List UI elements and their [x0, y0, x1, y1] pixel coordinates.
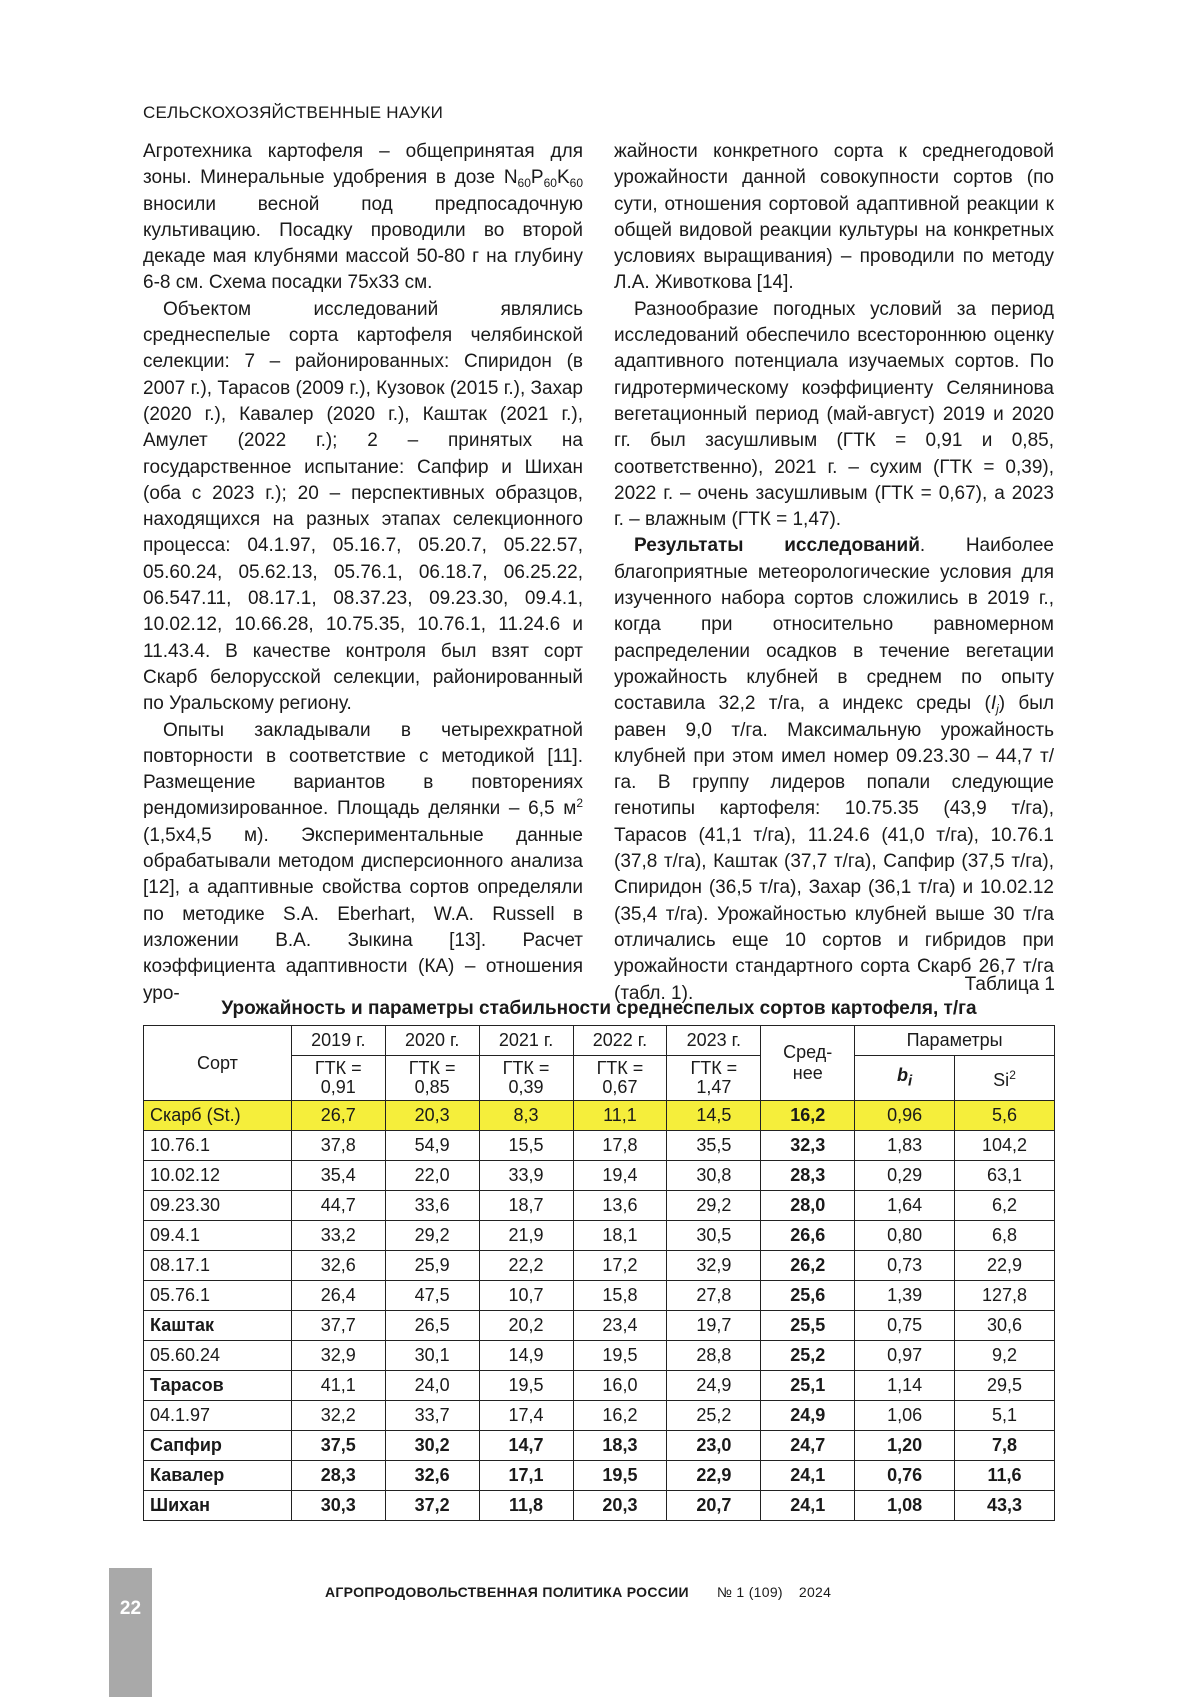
- cell-yield: 20,7: [667, 1491, 761, 1521]
- cell-variety: 04.1.97: [144, 1401, 292, 1431]
- cell-yield: 11,1: [573, 1101, 667, 1131]
- cell-variety: Каштак: [144, 1311, 292, 1341]
- cell-yield: 32,6: [291, 1251, 385, 1281]
- cell-yield: 41,1: [291, 1371, 385, 1401]
- cell-yield: 35,4: [291, 1161, 385, 1191]
- cell-s2: 63,1: [955, 1161, 1055, 1191]
- cell-variety: 05.76.1: [144, 1281, 292, 1311]
- cell-yield: 37,8: [291, 1131, 385, 1161]
- cell-yield: 47,5: [385, 1281, 479, 1311]
- table-row: [144, 1251, 1055, 1281]
- paragraph-weather: Разнообразие погодных условий за период исследований обеспечило всестороннюю оценку адаптивного потенциала изучаемых сортов. По гидротермическому коэффициенту Селянинова вегетационный период (май-август) 2019 и 2020 гг. был засушливым (ГТК = 0,91 и 0,85, соответственно), 2021 г. – сухим (ГТК = 0,39), 2022 г. – очень засушливым (ГТК = 0,67), а 2023 г. – влажным (ГТК = 1,47).: [614, 298, 1054, 531]
- table-row: [144, 1491, 1055, 1521]
- cell-variety: Сапфир: [144, 1431, 292, 1461]
- cell-s2: 11,6: [955, 1461, 1055, 1491]
- cell-yield: 20,3: [573, 1491, 667, 1521]
- header-sort: Сорт: [144, 1026, 292, 1101]
- cell-b: 0,73: [855, 1251, 955, 1281]
- cell-yield: 44,7: [291, 1191, 385, 1221]
- cell-mean: 26,6: [761, 1221, 855, 1251]
- table-row: [144, 1281, 1055, 1311]
- table-row: [144, 1401, 1055, 1431]
- header-gtk: ГТК = 1,47: [667, 1056, 761, 1101]
- cell-variety: 08.17.1: [144, 1251, 292, 1281]
- cell-variety: 10.02.12: [144, 1161, 292, 1191]
- cell-mean: 25,5: [761, 1311, 855, 1341]
- cell-b: 0,80: [855, 1221, 955, 1251]
- header-year: 2019 г.: [291, 1026, 385, 1056]
- cell-yield: 27,8: [667, 1281, 761, 1311]
- cell-yield: 13,6: [573, 1191, 667, 1221]
- header-year: 2020 г.: [385, 1026, 479, 1056]
- cell-yield: 17,2: [573, 1251, 667, 1281]
- cell-s2: 22,9: [955, 1251, 1055, 1281]
- cell-yield: 17,1: [479, 1461, 573, 1491]
- table-number: Таблица 1: [964, 974, 1055, 995]
- cell-yield: 24,9: [667, 1371, 761, 1401]
- cell-yield: 23,0: [667, 1431, 761, 1461]
- cell-yield: 37,7: [291, 1311, 385, 1341]
- header-gtk: ГТК = 0,67: [573, 1056, 667, 1101]
- header-b: $b_i$: [855, 1056, 955, 1101]
- cell-yield: 22,0: [385, 1161, 479, 1191]
- cell-mean: 25,2: [761, 1341, 855, 1371]
- cell-yield: 33,2: [291, 1221, 385, 1251]
- cell-variety: Шихан: [144, 1491, 292, 1521]
- cell-yield: 16,2: [573, 1401, 667, 1431]
- cell-variety: Кавалер: [144, 1461, 292, 1491]
- cell-mean: 28,0: [761, 1191, 855, 1221]
- cell-yield: 18,7: [479, 1191, 573, 1221]
- cell-yield: 17,4: [479, 1401, 573, 1431]
- cell-b: 0,75: [855, 1311, 955, 1341]
- cell-yield: 15,8: [573, 1281, 667, 1311]
- cell-yield: 35,5: [667, 1131, 761, 1161]
- cell-b: 1,64: [855, 1191, 955, 1221]
- cell-yield: 22,2: [479, 1251, 573, 1281]
- cell-yield: 37,5: [291, 1431, 385, 1461]
- cell-mean: 24,1: [761, 1461, 855, 1491]
- paragraph-agrotechnics: Агротехника картофеля – общепринятая для зоны. Минеральные удобрения в дозе $N_{60}P_{60}K_{60}$ вносили весной под предпосадочную культивацию. Посадку проводили во второй декаде мая клубнями массой 50-80 г на глубину 6-8 см. Схема посадки 75х33 см.: [143, 141, 583, 294]
- header-gtk: ГТК = 0,91: [291, 1056, 385, 1101]
- yield-table: [143, 1025, 1055, 1521]
- cell-yield: 33,9: [479, 1161, 573, 1191]
- cell-yield: 19,5: [573, 1341, 667, 1371]
- cell-yield: 26,4: [291, 1281, 385, 1311]
- cell-s2: 43,3: [955, 1491, 1055, 1521]
- cell-mean: 24,9: [761, 1401, 855, 1431]
- cell-mean: 25,6: [761, 1281, 855, 1311]
- table-title: Урожайность и параметры стабильности среднеспелых сортов картофеля, т/га: [221, 998, 977, 1019]
- cell-variety: Тарасов: [144, 1371, 292, 1401]
- cell-mean: 25,1: [761, 1371, 855, 1401]
- header-year: 2021 г.: [479, 1026, 573, 1056]
- cell-yield: 54,9: [385, 1131, 479, 1161]
- header-s2: Si$^2$: [955, 1056, 1055, 1101]
- cell-b: 0,76: [855, 1461, 955, 1491]
- cell-b: 1,83: [855, 1131, 955, 1161]
- header-year: 2023 г.: [667, 1026, 761, 1056]
- cell-variety: 09.23.30: [144, 1191, 292, 1221]
- page-sidebar: [109, 1568, 152, 1697]
- cell-s2: 7,8: [955, 1431, 1055, 1461]
- header-params: Параметры: [855, 1026, 1055, 1056]
- cell-yield: 30,3: [291, 1491, 385, 1521]
- cell-yield: 14,7: [479, 1431, 573, 1461]
- page-number: 22: [119, 1598, 142, 1619]
- cell-yield: 29,2: [667, 1191, 761, 1221]
- cell-mean: 24,7: [761, 1431, 855, 1461]
- footer: [325, 1584, 831, 1600]
- cell-s2: 5,6: [955, 1101, 1055, 1131]
- cell-yield: 25,9: [385, 1251, 479, 1281]
- right-column: [614, 139, 1054, 1007]
- cell-yield: 16,0: [573, 1371, 667, 1401]
- table-row: [144, 1311, 1055, 1341]
- cell-variety: 09.4.1: [144, 1221, 292, 1251]
- cell-yield: 20,2: [479, 1311, 573, 1341]
- cell-yield: 28,3: [291, 1461, 385, 1491]
- cell-yield: 32,9: [291, 1341, 385, 1371]
- cell-mean: 16,2: [761, 1101, 855, 1131]
- cell-mean: 32,3: [761, 1131, 855, 1161]
- cell-yield: 32,9: [667, 1251, 761, 1281]
- left-column: [143, 139, 583, 1007]
- cell-b: 0,97: [855, 1341, 955, 1371]
- cell-variety: 10.76.1: [144, 1131, 292, 1161]
- cell-mean: 28,3: [761, 1161, 855, 1191]
- cell-s2: 6,2: [955, 1191, 1055, 1221]
- header-gtk: ГТК = 0,39: [479, 1056, 573, 1101]
- cell-yield: 32,2: [291, 1401, 385, 1431]
- header-year: 2022 г.: [573, 1026, 667, 1056]
- cell-yield: 28,8: [667, 1341, 761, 1371]
- cell-yield: 30,8: [667, 1161, 761, 1191]
- cell-yield: 15,5: [479, 1131, 573, 1161]
- cell-s2: 6,8: [955, 1221, 1055, 1251]
- cell-b: 1,08: [855, 1491, 955, 1521]
- cell-yield: 14,9: [479, 1341, 573, 1371]
- cell-yield: 10,7: [479, 1281, 573, 1311]
- paragraph-methods: Опыты закладывали в четырехкратной повторности в соответствие с методикой [11]. Размещение вариантов в повторениях рендомизированное. Площадь делянки – 6,5 $м^2$ (1,5х4,5 м). Экспериментальные данные обрабатывали методом дисперсионного анализа [12], а адаптивные свойства сортов определяли по методике S.A. Eberhart, W.A. Russell в изложении В.А. Зыкина [13]. Расчет коэффициента адаптивности (КА) – отношения уро-: [143, 719, 583, 1004]
- cell-yield: 11,8: [479, 1491, 573, 1521]
- cell-b: 0,96: [855, 1101, 955, 1131]
- cell-b: 1,06: [855, 1401, 955, 1431]
- table-header-row: [144, 1026, 1055, 1056]
- cell-yield: 30,2: [385, 1431, 479, 1461]
- table-row: [144, 1191, 1055, 1221]
- cell-yield: 20,3: [385, 1101, 479, 1131]
- header-mean: Сред- нее: [761, 1026, 855, 1101]
- paragraph-ka-method: жайности конкретного сорта к среднегодовой урожайности данной совокупности сортов (по сути, отношения сортовой адаптивной реакции к общей видовой реакции культуры на конкретных условиях выращивания) – проводили по методу Л.А. Животкова [14].: [614, 141, 1054, 294]
- cell-yield: 32,6: [385, 1461, 479, 1491]
- paragraph-objects: Объектом исследований являлись среднеспелые сорта картофеля челябинской селекции: 7 – районированных: Спиридон (в 2007 г.), Тарасов (2009 г.), Кузовок (2015 г.), Захар (2020 г.), Кавалер (2020 г.), Каштак (2021 г.), Амулет (2022 г.); 2 – принятых на государственное испытание: Сапфир и Шихан (оба с 2023 г.); 20 – перспективных образцов, находящихся на разных этапах селекционного процесса: 04.1.97, 05.16.7, 05.20.7, 05.22.57, 05.60.24, 05.62.13, 05.76.1, 06.18.7, 06.25.22, 06.547.11, 08.17.1, 08.37.23, 09.23.30, 09.4.1, 10.02.12, 10.66.28, 10.75.35, 10.76.1, 11.24.6 и 11.43.4. В качестве контроля был взят сорт Скарб белорусской селекции, районированный по Уральскому региону.: [143, 298, 583, 715]
- cell-variety: Скарб (St.): [144, 1101, 292, 1131]
- cell-yield: 19,7: [667, 1311, 761, 1341]
- cell-yield: 21,9: [479, 1221, 573, 1251]
- cell-mean: 26,2: [761, 1251, 855, 1281]
- paragraph-results: Результаты исследований. Наиболее благоприятные метеорологические условия для изученного набора сортов сложились в 2019 г., когда при относительно равномерном распределении осадков в течение вегетации урожайность клубней в среднем по опыту составила 32,2 т/га, а индекс среды $(I_j)$ был равен 9,0 т/га. Максимальную урожайность клубней при этом имел номер 09.23.30 – 44,7 т/га. В группу лидеров попали следующие генотипы картофеля: 10.75.35 (43,9 т/га), Тарасов (41,1 т/га), 11.24.6 (41,0 т/га), 10.76.1 (37,8 т/га), Каштак (37,7 т/га), Сапфир (37,5 т/га), Спиридон (36,5 т/га), Захар (36,1 т/га) и 10.02.12 (35,4 т/га). Урожайностью клубней выше 30 т/га отличались еще 10 сортов и гибридов при урожайности стандартного сорта Скарб 26,7 т/га (табл. 1).: [614, 535, 1055, 1004]
- cell-s2: 29,5: [955, 1371, 1055, 1401]
- table-row: [144, 1161, 1055, 1191]
- header-gtk: ГТК = 0,85: [385, 1056, 479, 1101]
- cell-yield: 33,6: [385, 1191, 479, 1221]
- cell-variety: 05.60.24: [144, 1341, 292, 1371]
- cell-s2: 127,8: [955, 1281, 1055, 1311]
- cell-yield: 23,4: [573, 1311, 667, 1341]
- cell-yield: 14,5: [667, 1101, 761, 1131]
- table-row: [144, 1371, 1055, 1401]
- cell-yield: 33,7: [385, 1401, 479, 1431]
- cell-yield: 26,7: [291, 1101, 385, 1131]
- journal-title: АГРОПРОДОВОЛЬСТВЕННАЯ ПОЛИТИКА РОССИИ: [325, 1584, 689, 1600]
- issue-year: 2024: [798, 1584, 832, 1600]
- table-row: [144, 1131, 1055, 1161]
- cell-s2: 9,2: [955, 1341, 1055, 1371]
- table-row: [144, 1431, 1055, 1461]
- cell-yield: 37,2: [385, 1491, 479, 1521]
- cell-s2: 5,1: [955, 1401, 1055, 1431]
- section-header: СЕЛЬСКОХОЗЯЙСТВЕННЫЕ НАУКИ: [143, 103, 444, 122]
- table-row: [144, 1461, 1055, 1491]
- cell-yield: 24,0: [385, 1371, 479, 1401]
- table-row: [144, 1341, 1055, 1371]
- cell-b: 0,29: [855, 1161, 955, 1191]
- cell-yield: 25,2: [667, 1401, 761, 1431]
- cell-b: 1,39: [855, 1281, 955, 1311]
- cell-yield: 19,5: [573, 1461, 667, 1491]
- issue-number: № 1 (109): [716, 1584, 783, 1600]
- cell-yield: 26,5: [385, 1311, 479, 1341]
- cell-yield: 8,3: [479, 1101, 573, 1131]
- table-row: [144, 1101, 1055, 1131]
- cell-yield: 18,3: [573, 1431, 667, 1461]
- cell-yield: 19,4: [573, 1161, 667, 1191]
- cell-yield: 17,8: [573, 1131, 667, 1161]
- cell-mean: 24,1: [761, 1491, 855, 1521]
- cell-yield: 18,1: [573, 1221, 667, 1251]
- cell-s2: 104,2: [955, 1131, 1055, 1161]
- table-row: [144, 1221, 1055, 1251]
- cell-yield: 29,2: [385, 1221, 479, 1251]
- cell-yield: 22,9: [667, 1461, 761, 1491]
- cell-yield: 30,5: [667, 1221, 761, 1251]
- cell-s2: 30,6: [955, 1311, 1055, 1341]
- cell-b: 1,20: [855, 1431, 955, 1461]
- cell-b: 1,14: [855, 1371, 955, 1401]
- cell-yield: 19,5: [479, 1371, 573, 1401]
- cell-yield: 30,1: [385, 1341, 479, 1371]
